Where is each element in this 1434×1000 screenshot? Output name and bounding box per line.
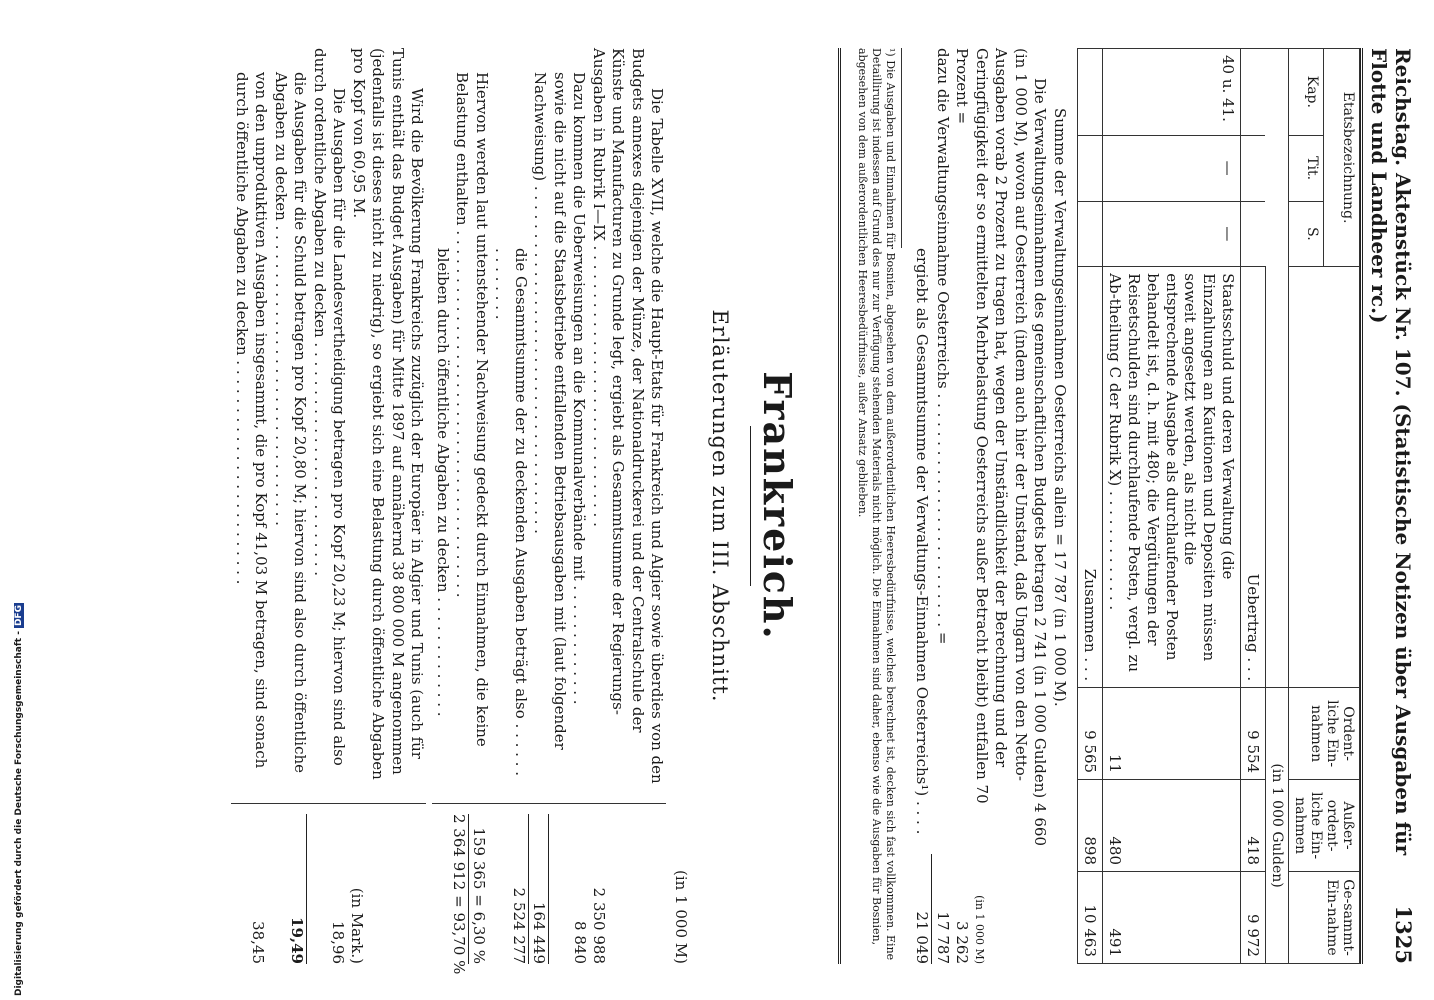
col-ausserordentliche: Außer-ordent-liche Ein-nahmen [1289,780,1360,872]
summary-line1: Summe der Verwaltungseinnahmen Oesterreichs allein = 17 787 (in 1 000 M). [1050,108,1069,707]
credit-text: Digitalisierung gefördert durch die Deutsche Forschungsgemeinschaft - [14,631,24,996]
row-ord: 11 [1102,688,1240,780]
france-p3-val: 164 449 [529,814,550,964]
footnote: ¹) Die Ausgaben und Einnahmen für Bosnien, abgesehen von dem außerordentlichen Heeresbedürfnisse, welches berechnet ist, decken sich fast vollkommen. Eine Detaillirung ist indessen auf Grund des nur zur Verfügung stehenden Materials nicht möglich. Die Einnahmen sind daher, ebenso wie die Ausgaben für Bosnien, abgesehen von dem außerordentlichen Heeresbedürfnisse, außer Ansatz geblieben. [856,48,897,961]
france-calculation [433,48,667,975]
dfg-logo: DFG [14,605,24,627]
uebertrag-auss: 418 [1241,780,1266,872]
france-p1: Die Tabelle XVII, welche die Haupt-Etats für Frankreich und Algier sowie überdies von den Budgets annexes diejenigen der Münze, der Nationaldruckerei und der Centralschule der Künste und Manufacturen zu Grunde legt, ergiebt als Gesammtsumme der Regierungs-Ausgaben in Rubrik I—IX . . . . . . . . . . . . . . . . . . . . . . . . . . . . . . [590,48,667,784]
france-p2: Dazu kommen die Ueberweisungen an die Kommunalverbände mit . . . . . . . . . . . . . [570,72,589,705]
france-p7: Wird die Bevölkerung Frankreichs zuzüglich der Europäer in Algier und Tunis (auch für Tunis enthält das Budget Ausgaben) für Mitte 1897 auf annähernd 38 800 000 M angenommen (jedenfalls ist dieses nicht zu niedrig), so ergiebt sich eine Belastung durch öffentliche Abgaben pro Kopf von 60,95 M. [350,48,427,780]
row-tit: — [1102,135,1240,201]
france-p9: die Ausgaben für die Schuld betragen pro Kopf 20,80 M; hiervon sind also durch öffentliche Abgaben zu decken . . . . . . . . . . . . . . . . . . . . . . . . . . . . . . . . [272,72,310,774]
section-heading-frankreich: Frankreich. [755,371,801,641]
zusammen-auss: 898 [1077,780,1102,872]
france-p9-val: 19,49 [287,814,308,964]
col-gesammt: Ge-sammt-Ein-nahme [1289,872,1360,964]
summary-ergiebt: ergiebt als Gesammtsumme der Verwaltungs-Einnahmen Oesterreichs¹) . . . . [913,248,932,835]
uebertrag-ges: 9 972 [1241,872,1266,964]
summary-val-17787: 17 787 [933,911,952,964]
row-auss: 480 [1102,780,1240,872]
summary-val-21049: 21 049 [913,911,932,964]
france-p6: bleiben durch öffentliche Abgaben zu decken . . . . . . . . . . . . . [434,248,452,717]
heading-underline [751,426,752,586]
france-p2-val: 8 840 [571,921,589,964]
france-unit: (in 1 000 M) [672,870,691,964]
summary-unit: (in 1 000 M) [972,895,986,964]
summary-dazu: dazu die Verwaltungseinnahme Oesterreichs . . . . . . . . . . . . . . . . . . . . . . . . . = [933,48,952,645]
table-row [1077,49,1102,964]
zusammen-ord: 9 565 [1077,688,1102,780]
page-number: 1325 [1391,905,1416,964]
france-p10: von den unproduktiven Ausgaben insgesammt, die pro Kopf 41,03 M betragen, sind sonach durch öffentliche Abgaben zu decken . . . . . . . . . . . . . . . . . . . . . . . . [233,72,271,769]
table-row [1241,49,1266,964]
france-p5-val: 159 365 = 6,30 % [470,827,489,964]
budget-table [1077,48,1360,964]
table-unit: (in 1 000 Gulden) [1266,688,1289,964]
france-p8-val: 18,96 [329,921,347,964]
col-tit: Tit. [1289,135,1325,201]
zusammen-ges: 10 463 [1077,872,1102,964]
uebertrag-label: Uebertrag . . . [1241,267,1266,688]
uebertrag-ord: 9 554 [1241,688,1266,780]
france-p1-val: 2 350 988 [590,887,609,964]
france-per-capita [232,48,427,964]
header-title: Reichstag. Aktenstück Nr. 107. (Statistische Notizen über Ausgaben für Flotte und Landheer rc.) [1367,48,1415,856]
col-etatsbezeichnung: Etatsbezeichnung. [1324,49,1360,267]
france-p3: sowie die nicht auf die Staatsbetriebe entfallenden Betriebsausgaben mit (laut folgender Nachweisung) . . . . . . . . . . . . . . . . . . . . . . . . . . . . . . . . . . . . . [531,72,569,750]
france-p8: Die Ausgaben für die Landesvertheidigung betragen pro Kopf 20,23 M; hiervon sind also durch ordentliche Abgaben zu decken . . . . . . . . . . . . . . . . . . . . . . . . . [311,48,349,766]
row-description: Staatsschuld und deren Verwaltung (die Einzahlungen an Kautionen und Depositen müssen soweit angesetzt werden, als nicht die entsprechende Ausgabe als durchlaufender Posten behandelt ist, d. h. mit 480; die Vergütungen der Reisetschulden sind durchlaufende Posten, vergl. zu Ab-theilung C der Rubrik X) . . . . . . . . . . . . . [1102,267,1240,688]
row-s: — [1102,201,1240,267]
footnote-rule [901,48,902,248]
summary-line2: Die Verwaltungseinnahmen des gemeinschaftlichen Budgets betragen 2 741 (in 1 000 Gulden) 4 660 (in 1 000 M), wovon auf Oesterreich (indem auch hier der Umstand, daß Ungarn von den Netto-Ausgaben vorab 2 Prozent zu tragen hat, wegen der Umständlichkeit der Berechnung und der Geringfügigkeit der so ermittelten Mehrbelastung Oesterreichs außer Betracht bleibt) entfallen 70 Prozent = [953,48,1050,846]
france-p5: Hiervon werden laut untenstehender Nachweisung gedeckt durch Einnahmen, die keine Belastung enthalten . . . . . . . . . . . . . . . . . . . . . . . . . . . . . . . . . . . . . . . [453,72,491,747]
col-description-blank [1289,267,1360,688]
row-ges: 491 [1102,872,1240,964]
col-kap: Kap. [1289,49,1325,136]
section-subheading: Erläuterungen zum III. Abschnitt. [708,309,733,703]
running-header [1360,48,1416,964]
section-divider [839,48,842,964]
table-row [1102,49,1240,964]
summary-val-3262: 3 262 [953,921,972,964]
row-kap: 40 u. 41. [1102,49,1240,136]
france-p4: die Gesammtsumme der zu deckenden Ausgaben beträgt also . . . . . . . . . . . . . . [492,248,530,776]
france-p10-val: 38,45 [249,921,267,964]
france-p6-val: 2 364 912 = 93,70 % [450,814,468,975]
col-ordentliche: Ordent-liche Ein-nahmen [1289,688,1360,780]
france-p4-val: 2 524 277 [509,814,530,964]
zusammen-label: Zusammen . . . [1077,267,1102,688]
col-s: S. [1289,201,1325,267]
france-unit-mark: (in Mark.) [348,887,367,964]
austria-summary [856,48,1069,964]
